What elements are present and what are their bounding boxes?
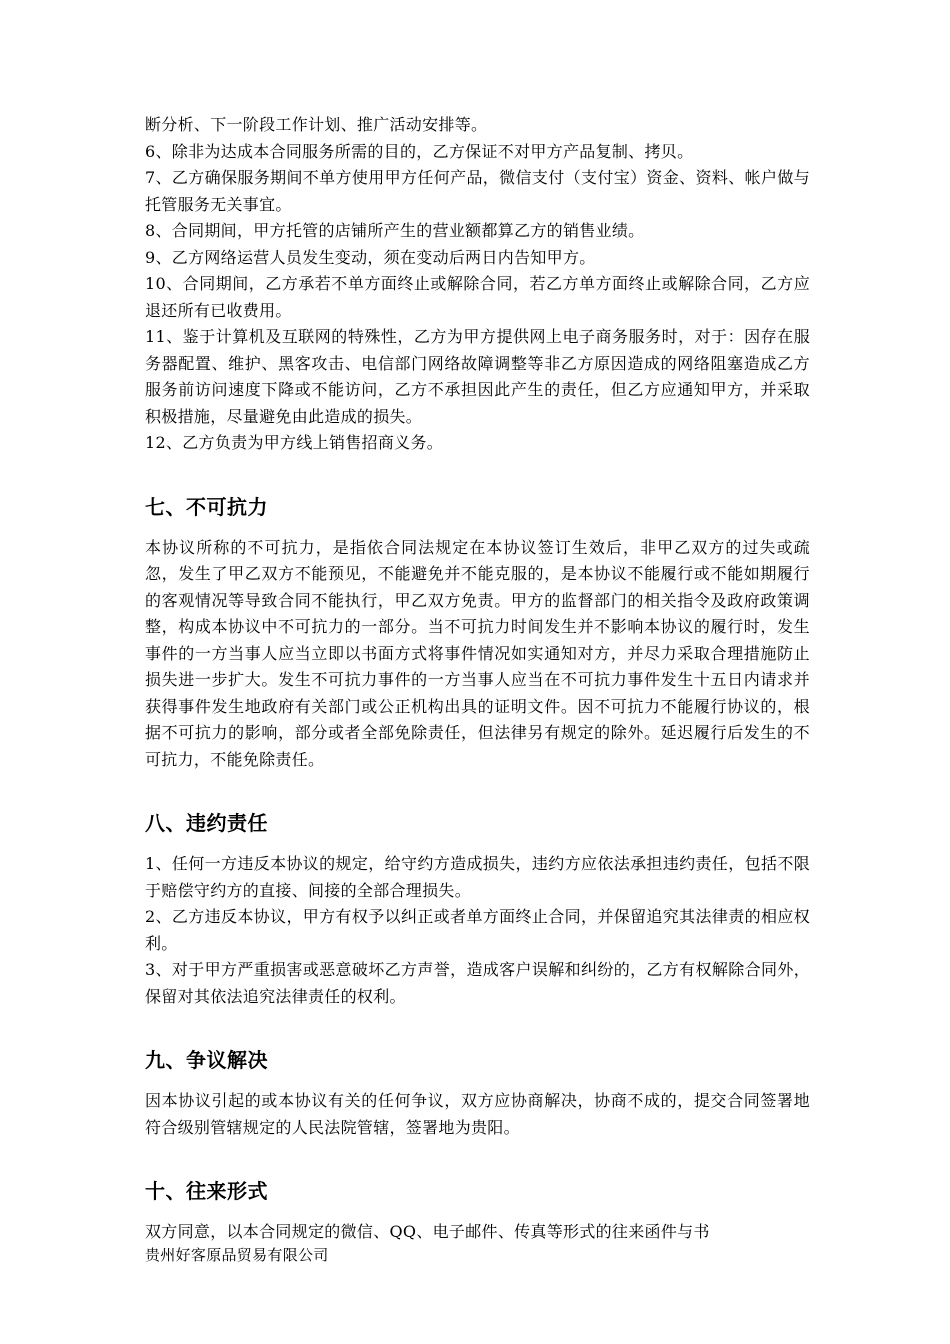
section-8-item-2: 2、乙方违反本协议，甲方有权予以纠正或者单方面终止合同，并保留追究其法律责的相应权利。 [145, 907, 810, 953]
section-6-item-8: 8、合同期间，甲方托管的店铺所产生的营业额都算乙方的销售业绩。 [145, 221, 645, 240]
section-6-item-6: 6、除非为达成本合同服务所需的目的，乙方保证不对甲方产品复制、拷贝。 [145, 141, 694, 161]
section-9-body: 因本协议引起的或本协议有关的任何争议，双方应协商解决，协商不成的，提交合同签署地符合级别管辖规定的人民法院管辖，签署地为贵阳。 [145, 1091, 810, 1137]
section-8-item-3: 3、对于甲方严重损害或恶意破坏乙方声誉，造成客户误解和纠纷的，乙方有权解除合同外，保留对其依法追究法律责任的权利。 [145, 960, 810, 1006]
section-8-list [145, 851, 810, 1010]
section-6-item-11: 11、鉴于计算机及互联网的特殊性，乙方为甲方提供网上电子商务服务时，对于：因存在服务器配置、维护、黑客攻击、电信部门网络故障调整等非乙方原因造成的网络阻塞造成乙方服务前访问速度下降或不能访问，乙方不承担因此产生的责任，但乙方应通知甲方，并采取积极措施，尽量避免由此造成的损失。 [145, 327, 810, 426]
section-6-item-12: 12、乙方负责为甲方线上销售招商义务。 [145, 433, 444, 452]
section-7-body: 本协议所称的不可抗力，是指依合同法规定在本协议签订生效后，非甲乙双方的过失或疏忽，发生了甲乙双方不能预见，不能避免并不能克服的，是本协议不能履行或不能如期履行的客观情况等导致合同不能执行，甲乙双方免责。甲方的监督部门的相关指令及政府政策调整，构成本协议中不可抗力的一部分。当不可抗力时间发生并不影响本协议的履行时，发生事件的一方当事人应当立即以书面方式将事件情况如实通知对方，并尽力采取合理措施防止损失进一步扩大。发生不可抗力事件的一方当事人应当在不可抗力事件发生十五日内请求并获得事件发生地政府有关部门或公正机构出具的证明文件。因不可抗力不能履行协议的，根据不可抗力的影响，部分或者全部免除责任，但法律另有规定的除外。延迟履行后发生的不可抗力，不能免除责任。 [145, 537, 810, 769]
section-6-item-continuation: 断分析、下一阶段工作计划、推广活动安排等。 [145, 115, 488, 134]
section-10-body: 双方同意，以本合同规定的微信、QQ、电子邮件、传真等形式的往来函件与书 [145, 1222, 710, 1241]
section-8-heading: 八、违约责任 [145, 811, 268, 835]
section-6-item-10: 10、合同期间，乙方承若不单方面终止或解除合同，若乙方单方面终止或解除合同，乙方应退还所有已收费用。 [145, 274, 810, 320]
section-8-item-1: 1、任何一方违反本协议的规定，给守约方造成损失，违约方应依法承担违约责任，包括不限于赔偿守约方的直接、间接的全部合理损失。 [145, 854, 810, 900]
section-7-heading: 七、不可抗力 [145, 494, 268, 519]
section-6-item-7: 7、乙方确保服务期间不单方使用甲方任何产品，微信支付（支付宝）资金、资料、帐户做与托管服务无关事宜。 [145, 168, 810, 214]
section-10-heading: 十、往来形式 [145, 1179, 268, 1203]
section-9-heading: 九、争议解决 [145, 1048, 268, 1072]
document-content [145, 112, 810, 1246]
section-6-item-9: 9、乙方网络运营人员发生变动，须在变动后两日内告知甲方。 [145, 247, 596, 267]
footer-company-name: 贵州好客原品贸易有限公司 [145, 1246, 329, 1264]
section-6-continuation [145, 112, 810, 457]
